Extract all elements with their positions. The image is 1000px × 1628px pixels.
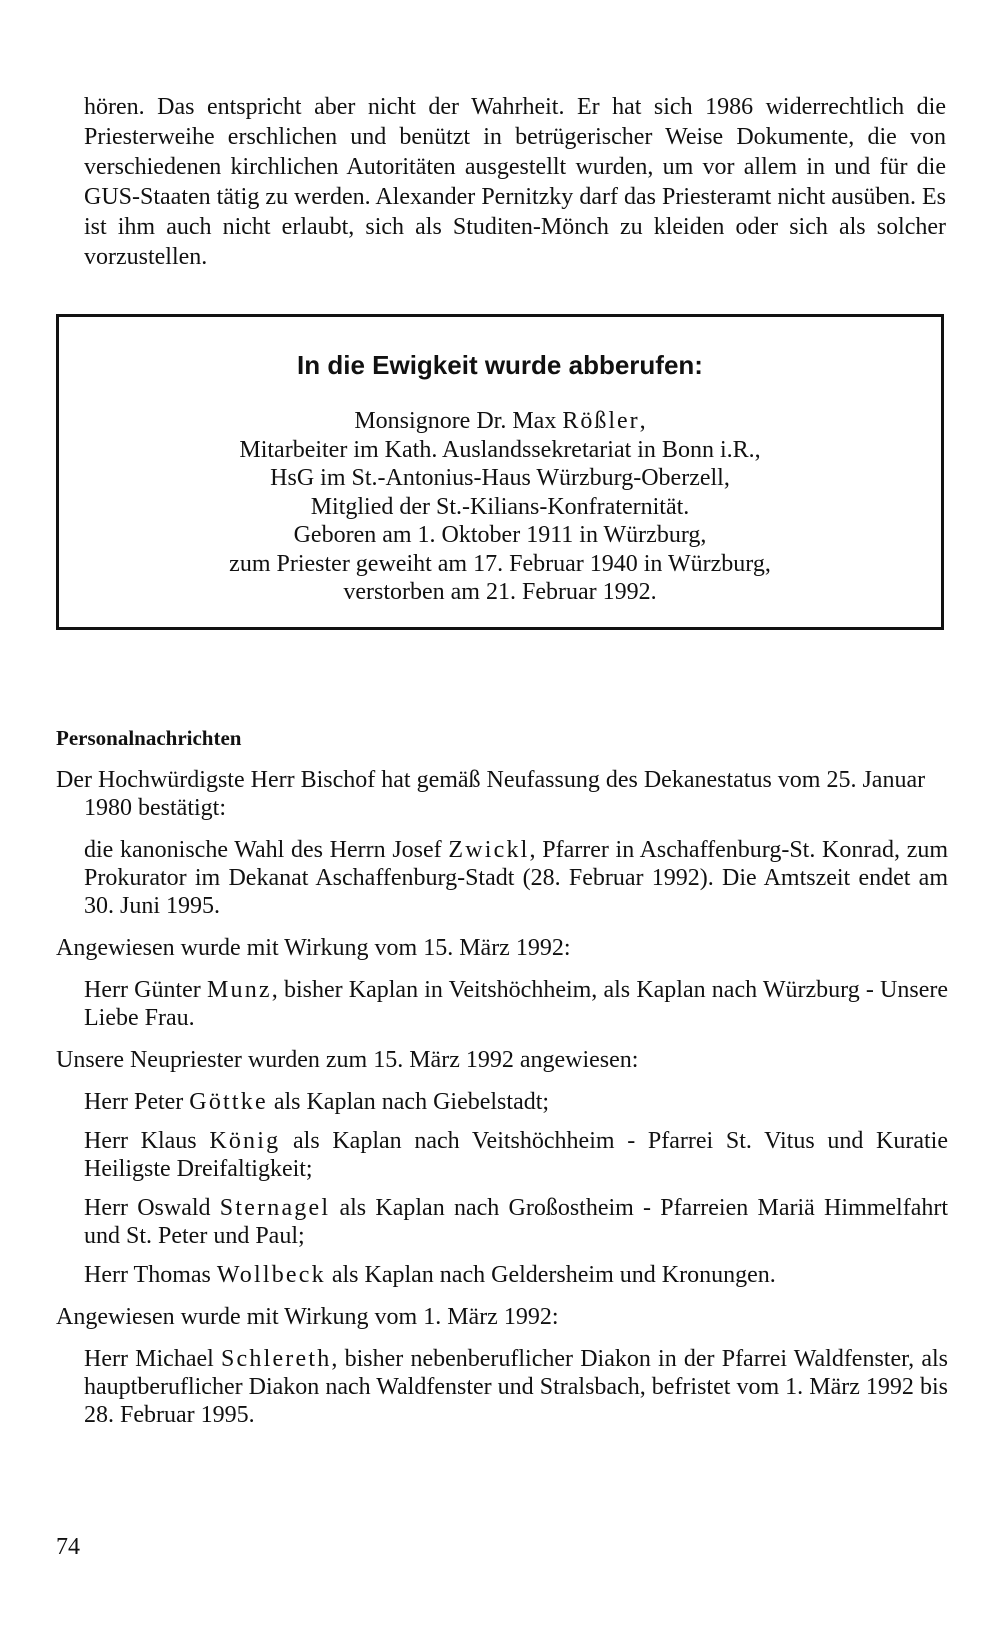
item-text: die kanonische Wahl des Herrn Josef bbox=[84, 837, 442, 863]
item-text: Herr Oswald bbox=[84, 1195, 211, 1221]
obituary-name: Rößler bbox=[562, 408, 640, 434]
obituary-line: Mitarbeiter im Kath. Auslandssekretariat in Bonn i.R., bbox=[239, 436, 761, 463]
announcement bbox=[56, 1046, 948, 1289]
obituary-line: HsG im St.-Antonius-Haus Würzburg-Oberzell, bbox=[270, 465, 730, 491]
announcement bbox=[56, 766, 948, 920]
announcement-item bbox=[84, 836, 948, 920]
item-text: Herr Peter bbox=[84, 1089, 184, 1115]
person-name: Zwickl bbox=[448, 837, 530, 863]
person-name: Wollbeck bbox=[216, 1262, 326, 1288]
item-text: Herr Günter bbox=[84, 977, 201, 1003]
item-text: als Kaplan nach Veitshöchheim - Pfarrei St. Vitus und Kuratie Heiligste Dreifaltigkeit; bbox=[84, 1128, 948, 1182]
item-text: , bisher nebenberuflicher Diakon in der Pfarrei Waldfenster, als hauptberuflicher Diakon nach Waldfenster und Stralsbach, befristet vom 1. März 1992 bis 28. Februar 1995. bbox=[84, 1346, 948, 1428]
person-name: Schlereth bbox=[220, 1346, 332, 1372]
item-text: Herr Michael bbox=[84, 1346, 214, 1372]
section-title: Personalnachrichten bbox=[56, 726, 242, 750]
obituary-name-prefix: Monsignore Dr. Max bbox=[354, 408, 557, 434]
obituary-line: zum Priester geweiht am 17. Februar 1940 in Würzburg, bbox=[229, 550, 771, 577]
announcement-item bbox=[84, 976, 948, 1032]
item-text: als Kaplan nach Geldersheim und Kronungen. bbox=[331, 1262, 776, 1288]
announcement bbox=[56, 1303, 948, 1429]
obituary-line: Mitglied der St.-Kilians-Konfraternität. bbox=[310, 493, 690, 520]
announcement-item bbox=[84, 1345, 948, 1429]
obituary-name-suffix: , bbox=[639, 408, 646, 434]
announcement-lead: Der Hochwürdigste Herr Bischof hat gemäß Neufassung des Dekanestatus vom 25. Januar 1980 bestätigt: bbox=[56, 767, 926, 821]
person-name: König bbox=[209, 1128, 281, 1154]
obituary-box bbox=[56, 314, 944, 630]
item-text: , Pfarrer in Aschaffenburg-St. Konrad, zum Prokurator im Dekanat Aschaffenburg-Stadt (28. Februar 1992). Die Amtszeit endet am 30. Juni 1995. bbox=[84, 837, 949, 919]
intro-paragraph: hören. Das entspricht aber nicht der Wahrheit. Er hat sich 1986 widerrechtlich die Priesterweihe erschlichen und benützt in betrügerischer Weise Dokumente, die von verschiedenen kirchlichen Autoritäten ausgestellt wurden, um vor allem in und für die GUS-Staaten tätig zu werden. Alexander Pernitzky darf das Priesteramt nicht ausüben. Es ist ihm auch nicht erlaubt, sich als Studiten-Mönch zu kleiden oder sich als solcher vorzustellen. bbox=[84, 94, 946, 270]
announcement-item bbox=[84, 1088, 948, 1116]
item-text: , bisher Kaplan in Veitshöchheim, als Kaplan nach Würzburg - Unsere Liebe Frau. bbox=[84, 977, 949, 1031]
person-name: Sternagel bbox=[219, 1195, 331, 1221]
obituary-line: Geboren am 1. Oktober 1911 in Würzburg, bbox=[293, 522, 707, 548]
announcement-lead: Angewiesen wurde mit Wirkung vom 15. März 1992: bbox=[56, 935, 571, 961]
personal-news-section bbox=[56, 724, 948, 1443]
person-name: Munz bbox=[206, 977, 272, 1003]
page-number: 74 bbox=[56, 1534, 80, 1560]
item-text: als Kaplan nach Giebelstadt; bbox=[273, 1089, 550, 1115]
item-text: Herr Thomas bbox=[84, 1262, 211, 1288]
announcement-lead: Angewiesen wurde mit Wirkung vom 1. März 1992: bbox=[56, 1304, 559, 1330]
obituary-heading: In die Ewigkeit wurde abberufen: bbox=[297, 350, 703, 380]
person-name: Göttke bbox=[189, 1089, 268, 1115]
item-text: Herr Klaus bbox=[84, 1128, 197, 1154]
obituary-line: verstorben am 21. Februar 1992. bbox=[343, 579, 657, 605]
item-text: als Kaplan nach Großostheim - Pfarreien Mariä Himmelfahrt und St. Peter und Paul; bbox=[84, 1195, 949, 1249]
obituary-name-line bbox=[59, 407, 941, 436]
announcement-lead: Unsere Neupriester wurden zum 15. März 1992 angewiesen: bbox=[56, 1047, 639, 1073]
obituary-body bbox=[59, 407, 941, 607]
announcement-item bbox=[84, 1194, 948, 1250]
announcement-item bbox=[84, 1127, 948, 1183]
announcement-item bbox=[84, 1261, 948, 1289]
announcement bbox=[56, 934, 948, 1032]
